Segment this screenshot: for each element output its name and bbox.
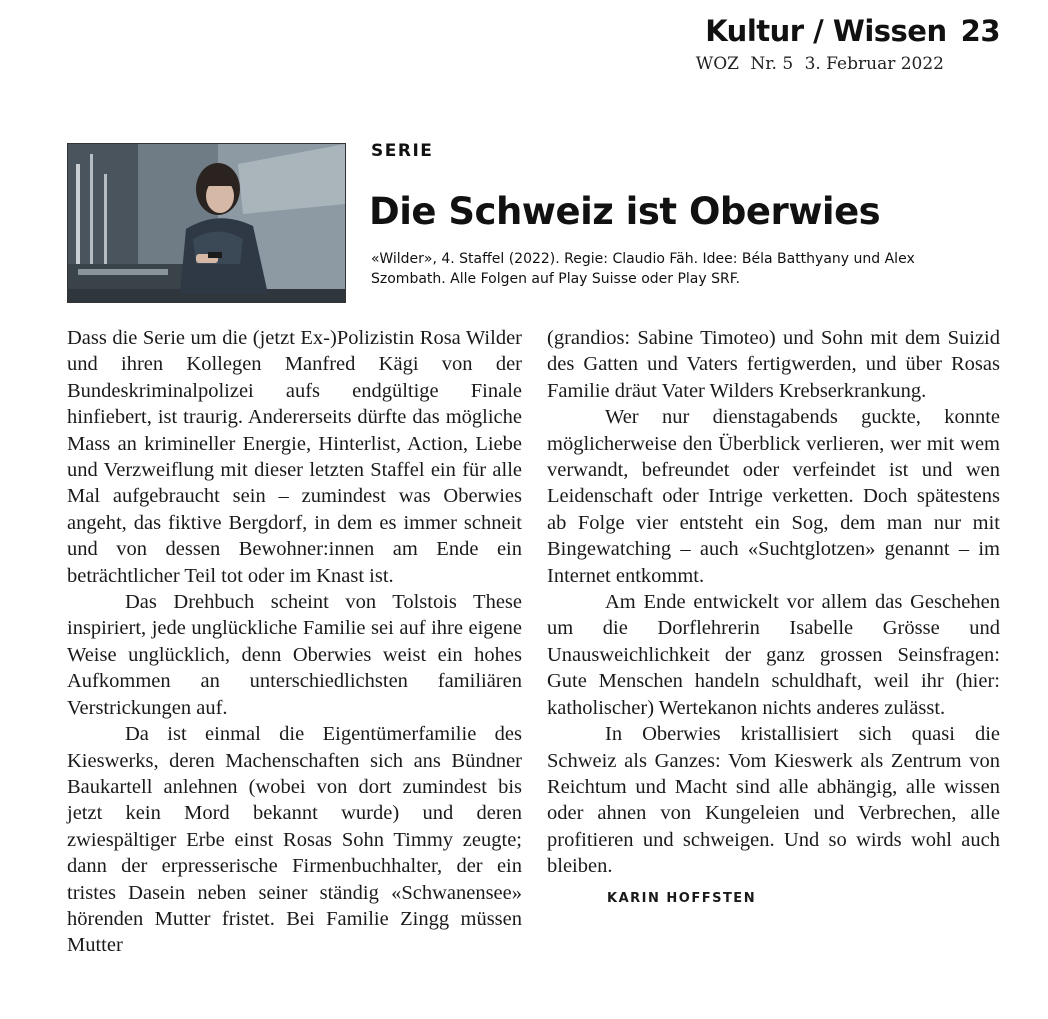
section-header [705,14,1000,48]
article-kicker: SERIE [371,141,434,161]
photo-illustration [68,144,345,302]
issue-line [696,54,944,74]
paragraph: In Oberwies kristallisiert sich quasi die Schweiz als Ganzes: Vom Kieswerk als Zentrum von Reichtum und Macht sind alle abhängig, alle wissen oder ahnen von Kungeleien und Verbrechen, alle profitieren und schweigen. Und so wirds wohl auch bleiben. [547,723,1000,878]
issue-number: Nr. 5 [750,54,794,74]
section-title: Kultur / Wissen [705,14,947,48]
paragraph: Da ist einmal die Eigentümerfamilie des Kieswerks, deren Machenschaften sich ans Bündner Baukartell anlehnen (wobei von dort zumindest bis jetzt kein Mord bekannt wurde) und deren zwiespältiger Erbe einst Rosas Sohn Timmy zeugte; dann der erpresserische Firmenbuchhalter, der ein tristes Dasein neben seiner ständig «Schwanensee» hörenden Mutter fristet. Bei Familie Zingg müssen Mutter [67,723,522,957]
article-column-right [547,325,1000,912]
page-number: 23 [960,14,1000,48]
article-column-left [67,325,522,959]
paragraph: Das Drehbuch scheint von Tolstois These inspiriert, jede unglückliche Familie sei auf ihre eigene Weise unglücklich, denn Oberwies weist ein hohes Aufkommen an unterschiedlichsten familiären Verstrickungen auf. [67,591,522,719]
paragraph: Wer nur dienstagabends guckte, konnte möglicherweise den Überblick verlieren, wer mit wem verwandt, befreundet oder verfeindet ist und wen Leidenschaft oder Intrige verketten. Doch spätestens ab Folge vier entsteht ein Sog, dem man nur mit Bingewatching – auch «Suchtglotzen» genannt – im Internet entkommt. [547,406,1000,587]
paragraph: Am Ende entwickelt vor allem das Geschehen um die Dorflehrerin Isabelle Grösse und Unausweichlichkeit der ganz grossen Seinsfragen: Gute Menschen handeln schuldhaft, weil ihr (hier: katholischer) Wertekanon nichts anderes zulässt. [547,591,1000,719]
article-credits: «Wilder», 4. Staffel (2022). Regie: Claudio Fäh. Idee: Béla Batthyany und Alex Szombath. Alle Folgen auf Play Suisse oder Play SRF. [371,251,915,287]
article-headline: Die Schweiz ist Oberwies [369,190,881,233]
publication-name: WOZ [695,54,739,74]
article-photo [67,143,346,303]
author-byline: KARIN HOFFSTEN [607,890,757,906]
paragraph: (grandios: Sabine Timoteo) und Sohn mit dem Suizid des Gatten und Vaters fertigwerden, und über Rosas Familie dräut Vater Wilders Krebserkrankung. [547,327,1000,402]
paragraph: Dass die Serie um die (jetzt Ex-)Polizistin Rosa Wilder und ihren Kollegen Manfred Kägi von der Bundeskriminalpolizei aufs endgültige Finale hinfiebert, ist traurig. Andererseits dürfte das mögliche Mass an krimineller Energie, Hinterlist, Action, Liebe und Verzweiflung mit dieser letzten Staffel ein für alle Mal aufgebraucht sein – zumindest was Oberwies angeht, das fiktive Bergdorf, in dem es immer schneit und von dessen Bewohner:innen am Ende ein beträchtlicher Teil tot oder im Knast ist. [67,327,522,587]
issue-date: 3. Februar 2022 [804,54,944,74]
